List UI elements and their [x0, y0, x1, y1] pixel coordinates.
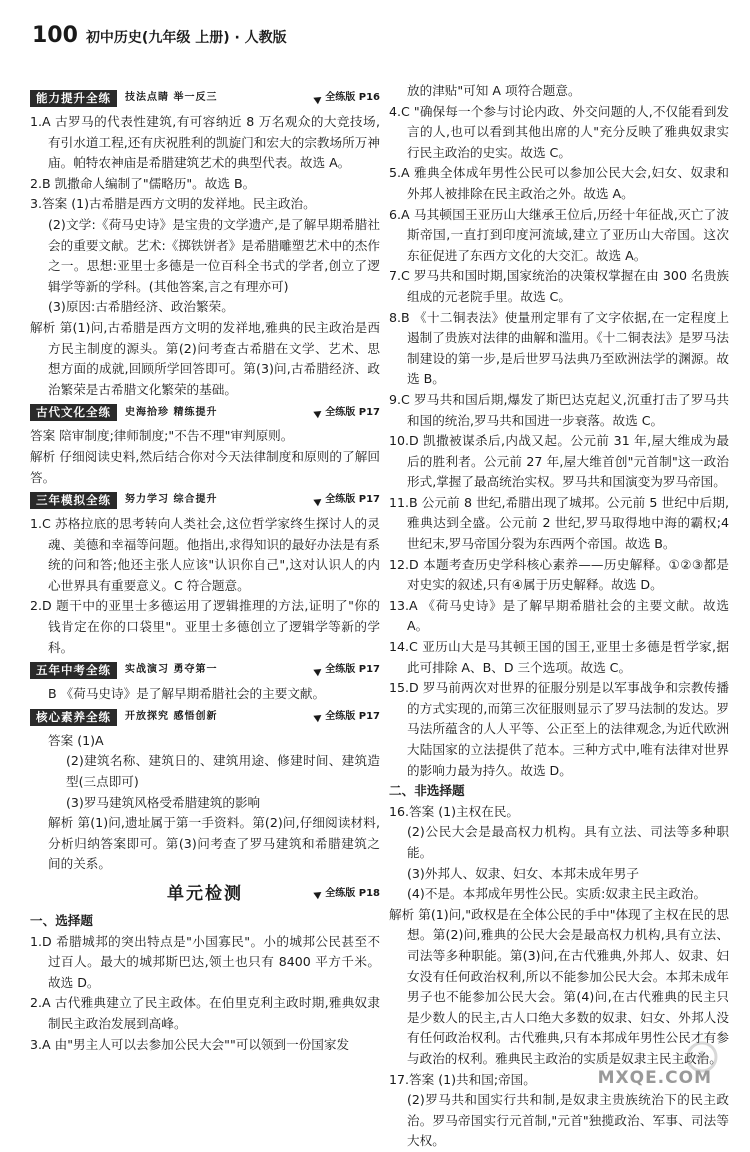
analysis-text: 解析 第(1)问,古希腊是西方文明的发祥地,雅典的民主政治是西方民主制度的源头。第(2)问考查古希腊在文学、艺术、思想方面的成就,回顾所学回答即可。第(3)问,古希腊经济、政治繁荣是古希腊文化繁荣的基础。	[30, 319, 380, 397]
banner-tag: 古代文化全练	[30, 404, 117, 421]
answer-item: 12.D 本题考查历史学科核心素养——历史解释。①②③都是对史实的叙述,只有④属于历史解释。故选 D。	[389, 556, 729, 593]
answer-item: 13.A 《荷马史诗》是了解早期希腊社会的主要文献。故选 A。	[389, 597, 729, 634]
answer-item: 9.C 罗马共和国后期,爆发了斯巴达克起义,沉重打击了罗马共和国的统治,罗马共和国进一步衰落。故选 C。	[389, 391, 729, 428]
answer-item: (2)文学:《荷马史诗》是宝贵的文学遗产,是了解早期希腊社会的重要文献。艺术:《掷铁饼者》是希腊雕塑艺术中的杰作之一。思想:亚里士多德是一位百科全书式的学者,创立了逻辑学等新的学科。(其他答案,言之有理亦可)	[48, 216, 380, 294]
answer-item: 1.D 希腊城邦的突出特点是"小国寡民"。小的城邦公民甚至不过百人。最大的城邦斯巴达,领土也只有 8400 平方千米。故选 D。	[30, 933, 380, 990]
banner-tag: 核心素养全练	[30, 709, 117, 726]
unit-ref: 全练版 P18	[315, 884, 380, 905]
left-column	[30, 86, 380, 1055]
arrow-icon	[314, 495, 324, 506]
banner-tag: 三年模拟全练	[30, 492, 117, 509]
arrow-icon	[314, 665, 324, 676]
right-column	[389, 81, 729, 1152]
page-number: 100	[32, 23, 78, 48]
section-banner-ability	[30, 88, 380, 109]
answer-item: 放的津贴"可知 A 项符合题意。	[407, 83, 581, 98]
banner-ref: 全练版 P17	[315, 660, 380, 681]
banner-tag: 五年中考全练	[30, 662, 117, 679]
page-header	[32, 23, 287, 52]
arrow-icon	[314, 889, 324, 900]
arrow-icon	[314, 712, 324, 723]
answer-item: 11.B 公元前 8 世纪,希腊出现了城邦。公元前 5 世纪中后期,雅典达到全盛。公元前 2 世纪,罗马取得地中海的霸权;4 世纪末,罗马帝国分裂为东西两个帝国。故选 B。	[389, 494, 729, 552]
analysis-text: 解析 仔细阅读史料,然后结合你对今天法律制度和原则的了解回答。	[30, 448, 380, 485]
answer-item: 答案 (1)A	[48, 732, 104, 748]
banner-tag: 能力提升全练	[30, 90, 117, 107]
banner-slogan: 实战演习 勇夺第一	[125, 664, 218, 676]
answer-item: 2.D 题干中的亚里士多德运用了逻辑推理的方法,证明了"你的钱肯定在你的口袋里"。亚里士多德创立了逻辑学等新的学科。	[30, 598, 380, 655]
banner-slogan: 史海拾珍 精练提升	[125, 406, 218, 418]
section-banner-culture	[30, 402, 380, 423]
answer-item: (2)建筑名称、建筑日的、建筑用途、修建时间、建筑造型(三点即可)	[66, 753, 380, 790]
book-title: 初中历史(九年级 上册) · 人教版	[85, 30, 287, 46]
analysis-text: 解析 第(1)问,遗址属于第一手资料。第(2)问,仔细阅读材料,分析归纳答案即可。第(3)问考查了罗马建筑和希腊建筑之间的关系。	[48, 815, 380, 872]
answer-item: 14.C 亚历山大是马其顿王国的国王,亚里士多德是哲学家,据此可排除 A、B、D 三个选项。故选 C。	[389, 639, 729, 675]
arrow-icon	[314, 408, 324, 419]
analysis-text: 解析 第(1)问,"政权是在全体公民的手中"体现了主权在民的思想。第(2)问,雅典的公民大会是最高权力机构,具有立法、司法等多种职能。第(3)问,在古代雅典,外邦人、奴隶、妇女没有任何政治权利,所以不能参加公民大会。本邦未成年男子也不能参加公民大会。第(4)问,在古代雅典的民主只是少数人的民主,古人口绝大多数的奴隶、妇女、外邦人没有任何政治权利。古代雅典,只有本邦成年男性公民才有参与政治的权利。雅典民主政治的实质是奴隶主民主政治。	[389, 906, 729, 1066]
answer-item: 10.D 凯撒被谋杀后,内战又起。公元前 31 年,屋大维成为最后的胜利者。公元前 27 年,屋大维首创"元首制"这一政治形式,掌握了最高统治实权。罗马共和国演变为罗马帝国。	[389, 433, 729, 490]
answer-item: 5.A 雅典全体成年男性公民可以参加公民大会,妇女、奴隶和外邦人被排除在民主政治之外。故选 A。	[389, 165, 729, 201]
answer-item: 8.B 《十二铜表法》使量刑定罪有了文字依据,在一定程度上遏制了贵族对法律的曲解和滥用。《十二铜表法》是罗马法制建设的第一步,是后世罗马法典乃至欧洲法学的渊源。故选 B。	[389, 309, 729, 387]
answer-item: (3)罗马建筑风格受希腊建筑的影响	[66, 794, 261, 810]
banner-ref: 全练版 P17	[315, 403, 380, 424]
answer-item: 2.B 凯撒命人编制了"儒略历"。故选 B。	[30, 175, 256, 191]
answer-item: 3.A 由"男主人可以去参加公民大会""可以领到一份国家发	[30, 1036, 350, 1052]
arrow-icon	[314, 93, 324, 104]
banner-ref: 全练版 P16	[315, 88, 380, 109]
answer-item: 16.答案 (1)主权在民。	[389, 803, 520, 819]
banner-ref: 全练版 P17	[315, 707, 380, 728]
answer-item: 1.C 苏格拉底的思考转向人类社会,这位哲学家终生探讨人的灵魂、美德和幸福等问题。他指出,求得知识的最好办法是有系统的问和答;他还主张人应该"认识你自己",这对认识人的内心世界具有重要意义。C 符合题意。	[30, 516, 380, 593]
answer-item: (2)罗马共和国实行共和制,是奴隶主贵族统治下的民主政治。罗马帝国实行元首制,"元首"独揽政治、军事、司法等大权。	[407, 1092, 729, 1149]
banner-ref: 全练版 P17	[315, 490, 380, 511]
section-banner-core	[30, 707, 380, 728]
answer-item: 4.C "确保每一个参与讨论内政、外交问题的人,不仅能看到发言的人,也可以看到其他出席的人"充分反映了雅典奴隶实行民主政治的史实。故选 C。	[389, 103, 729, 160]
answer-item: 2.A 古代雅典建立了民主政体。在伯里克利主政时期,雅典奴隶制民主政治发展到高峰。	[30, 995, 380, 1031]
banner-slogan: 努力学习 综合提升	[125, 494, 218, 506]
banner-slogan: 技法点睛 举一反三	[125, 92, 218, 104]
answer-item: (2)公民大会是最高权力机构。具有立法、司法等多种职能。	[407, 824, 729, 860]
answer-item: 15.D 罗马前两次对世界的征服分别是以军事战争和宗教传播的方式实现的,而第三次征服则显示了罗马法制的发达。罗马法所蕴含的人人平等、公正至上的法律观念,为近代欧洲大陆国家的立法提供了范本。三种方式中,唯有法律对世界的影响力最为持久。故选 D。	[389, 680, 729, 778]
unit-test-header	[30, 877, 380, 911]
answer-item: 7.C 罗马共和国时期,国家统治的决策权掌握在由 300 名贵族组成的元老院手里。故选 C。	[389, 268, 729, 304]
unit-title: 单元检测	[167, 883, 243, 904]
section-heading: 二、非选择题	[389, 783, 465, 799]
section-banner-three-year	[30, 490, 380, 511]
answer-item: 3.答案 (1)古希腊是西方文明的发祥地。民主政治。	[30, 196, 316, 212]
answer-item: 答案 陪审制度;律师制度;"不告不理"审判原则。	[30, 428, 294, 444]
answer-item: (4)不是。本邦成年男性公民。实质:奴隶主民主政治。	[407, 886, 707, 902]
answer-item: (3)原因:古希腊经济、政治繁荣。	[48, 299, 234, 315]
section-heading: 一、选择题	[30, 913, 93, 928]
answer-item: 1.A 古罗马的代表性建筑,有可容纳近 8 万名观众的大竞技场,有引水道工程,还有庆祝胜利的凯旋门和宏大的宗教场所万神庙。帕特农神庙是希腊建筑艺术的典型代表。故选 A。	[30, 114, 380, 171]
answer-item: 17.答案 (1)共和国;帝国。	[389, 1071, 536, 1087]
banner-slogan: 开放探究 感悟创新	[125, 711, 218, 723]
answer-item: (3)外邦人、奴隶、妇女、本邦未成年男子	[407, 865, 639, 881]
section-banner-five-year	[30, 660, 380, 681]
watermark-text: MXQE.COM	[597, 1068, 712, 1089]
answer-item: 6.A 马其顿国王亚历山大继承王位后,历经十年征战,灭亡了波斯帝国,一直打到印度河流域,建立了亚历山大帝国。这次东征促进了东西方文化的大交汇。故选 A。	[389, 206, 729, 263]
answer-item: B 《荷马史诗》是了解早期希腊社会的主要文献。	[48, 686, 326, 702]
